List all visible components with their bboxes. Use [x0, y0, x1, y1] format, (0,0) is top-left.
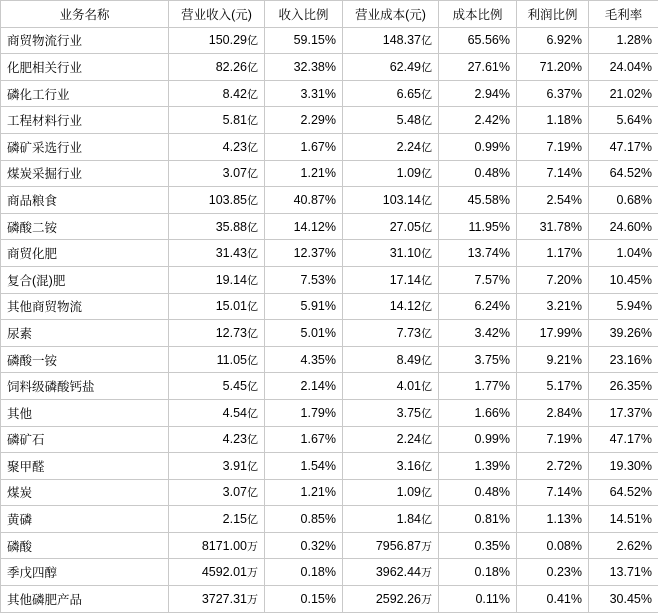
cell-gross-margin: 10.45% [589, 266, 658, 293]
cell-cost [343, 107, 439, 134]
cell-revenue-value: 82.26 [216, 60, 247, 74]
cell-cost-ratio: 2.94% [439, 80, 517, 107]
cell-revenue-unit: 亿 [247, 301, 258, 313]
table-row[interactable] [1, 27, 658, 54]
cell-profit-ratio: 0.08% [517, 532, 589, 559]
table-row[interactable] [1, 133, 658, 160]
cell-revenue-ratio: 1.21% [265, 479, 343, 506]
cell-revenue [169, 586, 265, 613]
cell-revenue-value: 4.54 [223, 406, 247, 420]
cell-revenue-value: 4.23 [223, 432, 247, 446]
cell-cost [343, 213, 439, 240]
cell-gross-margin: 5.64% [589, 107, 658, 134]
cell-cost [343, 532, 439, 559]
table-header [1, 1, 658, 28]
cell-cost-value: 17.14 [390, 273, 421, 287]
cell-cost-unit: 亿 [421, 328, 432, 340]
cell-profit-ratio: 5.17% [517, 373, 589, 400]
table-header-row [1, 1, 658, 28]
cell-gross-margin: 47.17% [589, 133, 658, 160]
cell-revenue-unit: 万 [247, 567, 258, 579]
cell-revenue [169, 399, 265, 426]
cell-business-name: 饲料级磷酸钙盐 [1, 373, 169, 400]
cell-revenue-ratio: 3.31% [265, 80, 343, 107]
column-header-gross-margin[interactable]: 毛利率 [589, 1, 658, 28]
cell-cost-unit: 亿 [421, 168, 432, 180]
cell-business-name: 煤炭 [1, 479, 169, 506]
cell-profit-ratio: 6.37% [517, 80, 589, 107]
cell-gross-margin: 24.04% [589, 54, 658, 81]
cell-business-name: 煤炭采掘行业 [1, 160, 169, 187]
cell-gross-margin: 47.17% [589, 426, 658, 453]
cell-revenue-ratio: 59.15% [265, 27, 343, 54]
cell-revenue-ratio: 0.32% [265, 532, 343, 559]
cell-revenue-unit: 亿 [247, 195, 258, 207]
cell-revenue-value: 35.88 [216, 220, 247, 234]
cell-cost-ratio: 27.61% [439, 54, 517, 81]
table-row[interactable] [1, 107, 658, 134]
cell-cost [343, 426, 439, 453]
cell-cost-unit: 亿 [421, 195, 432, 207]
cell-revenue-unit: 万 [247, 594, 258, 606]
cell-revenue-value: 4.23 [223, 140, 247, 154]
cell-revenue-unit: 亿 [247, 222, 258, 234]
cell-profit-ratio: 7.20% [517, 266, 589, 293]
cell-revenue-unit: 亿 [247, 381, 258, 393]
cell-business-name: 其他商贸物流 [1, 293, 169, 320]
cell-revenue-value: 3.91 [223, 459, 247, 473]
cell-cost-value: 31.10 [390, 246, 421, 260]
cell-cost-value: 4.01 [397, 379, 421, 393]
cell-business-name: 其他磷肥产品 [1, 586, 169, 613]
cell-gross-margin: 30.45% [589, 586, 658, 613]
cell-cost [343, 453, 439, 480]
cell-revenue-ratio: 0.85% [265, 506, 343, 533]
cell-revenue-unit: 亿 [247, 168, 258, 180]
cell-cost-ratio: 13.74% [439, 240, 517, 267]
cell-profit-ratio: 6.92% [517, 27, 589, 54]
cell-business-name: 黄磷 [1, 506, 169, 533]
cell-cost-ratio: 0.99% [439, 426, 517, 453]
cell-cost-ratio: 0.18% [439, 559, 517, 586]
cell-revenue-ratio: 14.12% [265, 213, 343, 240]
cell-cost-ratio: 1.77% [439, 373, 517, 400]
cell-cost-value: 3.75 [397, 406, 421, 420]
cell-cost-ratio: 1.66% [439, 399, 517, 426]
cell-revenue [169, 266, 265, 293]
cell-cost-value: 2.24 [397, 140, 421, 154]
table-row[interactable] [1, 293, 658, 320]
cell-revenue-ratio: 4.35% [265, 346, 343, 373]
column-header-cost[interactable]: 营业成本(元) [343, 1, 439, 28]
cell-profit-ratio: 1.13% [517, 506, 589, 533]
table-row[interactable] [1, 479, 658, 506]
cell-cost [343, 133, 439, 160]
cell-revenue [169, 160, 265, 187]
cell-revenue [169, 240, 265, 267]
cell-profit-ratio: 7.14% [517, 479, 589, 506]
cell-cost [343, 266, 439, 293]
cell-revenue-ratio: 1.67% [265, 426, 343, 453]
cell-cost-unit: 亿 [421, 381, 432, 393]
cell-revenue [169, 453, 265, 480]
cell-profit-ratio: 17.99% [517, 320, 589, 347]
cell-revenue-value: 8171.00 [202, 539, 247, 553]
cell-cost-unit: 亿 [421, 355, 432, 367]
cell-revenue-unit: 亿 [247, 89, 258, 101]
cell-gross-margin: 5.94% [589, 293, 658, 320]
cell-revenue-ratio: 1.67% [265, 133, 343, 160]
cell-revenue [169, 80, 265, 107]
cell-revenue-value: 11.05 [217, 353, 247, 367]
cell-cost-unit: 亿 [421, 115, 432, 127]
cell-revenue-value: 3.07 [223, 485, 247, 499]
table-row[interactable] [1, 506, 658, 533]
cell-revenue-unit: 亿 [247, 115, 258, 127]
cell-revenue-value: 5.45 [223, 379, 247, 393]
cell-cost-value: 7956.87 [376, 539, 421, 553]
cell-cost-value: 148.37 [383, 33, 421, 47]
cell-revenue-unit: 亿 [247, 408, 258, 420]
cell-gross-margin: 0.68% [589, 187, 658, 214]
cell-revenue-unit: 万 [247, 541, 258, 553]
cell-revenue [169, 426, 265, 453]
cell-business-name: 磷酸 [1, 532, 169, 559]
cell-revenue-ratio: 32.38% [265, 54, 343, 81]
cell-cost [343, 240, 439, 267]
cell-cost-ratio: 3.75% [439, 346, 517, 373]
table-row[interactable] [1, 187, 658, 214]
cell-cost [343, 160, 439, 187]
cell-cost-unit: 亿 [421, 35, 432, 47]
cell-cost [343, 187, 439, 214]
cell-cost-value: 8.49 [397, 353, 421, 367]
cell-revenue [169, 133, 265, 160]
cell-revenue-unit: 亿 [247, 328, 258, 340]
cell-revenue [169, 479, 265, 506]
cell-revenue-unit: 亿 [247, 275, 258, 287]
cell-revenue [169, 532, 265, 559]
table-row[interactable] [1, 586, 658, 613]
cell-revenue-ratio: 40.87% [265, 187, 343, 214]
cell-cost [343, 479, 439, 506]
cell-cost-ratio: 45.58% [439, 187, 517, 214]
cell-business-name: 尿素 [1, 320, 169, 347]
table-row[interactable] [1, 213, 658, 240]
cell-cost-unit: 亿 [421, 142, 432, 154]
cell-cost-ratio: 3.42% [439, 320, 517, 347]
cell-cost-ratio: 7.57% [439, 266, 517, 293]
cell-gross-margin: 13.71% [589, 559, 658, 586]
cell-cost-ratio: 0.99% [439, 133, 517, 160]
cell-business-name: 商品粮食 [1, 187, 169, 214]
cell-profit-ratio: 1.18% [517, 107, 589, 134]
column-header-profit-ratio[interactable]: 利润比例 [517, 1, 589, 28]
cell-profit-ratio: 7.19% [517, 426, 589, 453]
cell-cost-unit: 亿 [421, 248, 432, 260]
table-body [1, 27, 658, 612]
column-header-business-name[interactable]: 业务名称 [1, 1, 169, 28]
cell-business-name: 磷酸一铵 [1, 346, 169, 373]
cell-cost-unit: 亿 [421, 408, 432, 420]
cell-profit-ratio: 7.19% [517, 133, 589, 160]
cell-profit-ratio: 31.78% [517, 213, 589, 240]
column-header-cost-ratio[interactable]: 成本比例 [439, 1, 517, 28]
cell-revenue-ratio: 0.18% [265, 559, 343, 586]
cell-cost-unit: 亿 [421, 275, 432, 287]
cell-gross-margin: 19.30% [589, 453, 658, 480]
cell-revenue-unit: 亿 [247, 35, 258, 47]
cell-revenue [169, 27, 265, 54]
cell-cost [343, 293, 439, 320]
cell-revenue-unit: 亿 [247, 461, 258, 473]
cell-business-name: 复合(混)肥 [1, 266, 169, 293]
cell-cost-ratio: 65.56% [439, 27, 517, 54]
table-row[interactable] [1, 559, 658, 586]
cell-revenue-value: 2.15 [223, 512, 247, 526]
cell-profit-ratio: 2.72% [517, 453, 589, 480]
table-row[interactable] [1, 399, 658, 426]
cell-revenue-value: 5.81 [223, 113, 247, 127]
cell-cost-value: 1.09 [397, 166, 421, 180]
table-row[interactable] [1, 373, 658, 400]
cell-revenue-ratio: 1.21% [265, 160, 343, 187]
cell-revenue-ratio: 5.91% [265, 293, 343, 320]
cell-gross-margin: 14.51% [589, 506, 658, 533]
cell-business-name: 季戊四醇 [1, 559, 169, 586]
cell-business-name: 商贸物流行业 [1, 27, 169, 54]
cell-revenue-unit: 亿 [247, 142, 258, 154]
cell-cost-value: 5.48 [397, 113, 421, 127]
cell-revenue [169, 373, 265, 400]
cell-business-name: 磷矿采选行业 [1, 133, 169, 160]
cell-revenue-value: 150.29 [209, 33, 247, 47]
cell-revenue-value: 4592.01 [202, 565, 247, 579]
cell-profit-ratio: 7.14% [517, 160, 589, 187]
cell-gross-margin: 1.28% [589, 27, 658, 54]
cell-revenue [169, 213, 265, 240]
cell-revenue [169, 346, 265, 373]
cell-revenue-unit: 亿 [247, 487, 258, 499]
cell-gross-margin: 21.02% [589, 80, 658, 107]
cell-cost-ratio: 0.35% [439, 532, 517, 559]
cell-revenue-ratio: 1.79% [265, 399, 343, 426]
cell-cost-value: 2.24 [397, 432, 421, 446]
column-header-revenue[interactable]: 营业收入(元) [169, 1, 265, 28]
cell-cost [343, 559, 439, 586]
cell-cost-value: 14.12 [390, 299, 421, 313]
cell-revenue [169, 107, 265, 134]
cell-revenue-ratio: 7.53% [265, 266, 343, 293]
cell-revenue-unit: 亿 [247, 514, 258, 526]
cell-profit-ratio: 1.17% [517, 240, 589, 267]
cell-profit-ratio: 2.84% [517, 399, 589, 426]
cell-business-name: 磷矿石 [1, 426, 169, 453]
table-row[interactable] [1, 532, 658, 559]
cell-gross-margin: 1.04% [589, 240, 658, 267]
cell-cost-value: 6.65 [397, 87, 421, 101]
cell-gross-margin: 23.16% [589, 346, 658, 373]
table-row[interactable] [1, 54, 658, 81]
cell-gross-margin: 64.52% [589, 479, 658, 506]
cell-business-name: 工程材料行业 [1, 107, 169, 134]
cell-cost-value: 3.16 [397, 459, 421, 473]
cell-cost-value: 1.84 [397, 512, 421, 526]
cell-gross-margin: 64.52% [589, 160, 658, 187]
table-row[interactable] [1, 320, 658, 347]
cell-cost-unit: 万 [421, 594, 432, 606]
column-header-revenue-ratio[interactable]: 收入比例 [265, 1, 343, 28]
cell-gross-margin: 2.62% [589, 532, 658, 559]
cell-cost [343, 27, 439, 54]
cell-cost-unit: 亿 [421, 301, 432, 313]
table-row[interactable] [1, 426, 658, 453]
cell-revenue [169, 54, 265, 81]
cell-profit-ratio: 0.41% [517, 586, 589, 613]
cell-revenue-unit: 亿 [247, 62, 258, 74]
cell-revenue [169, 187, 265, 214]
cell-cost-value: 2592.26 [376, 592, 421, 606]
table-row[interactable] [1, 266, 658, 293]
cell-revenue-value: 19.14 [216, 273, 247, 287]
cell-revenue [169, 320, 265, 347]
cell-cost-value: 27.05 [390, 220, 421, 234]
cell-profit-ratio: 2.54% [517, 187, 589, 214]
cell-cost-value: 1.09 [397, 485, 421, 499]
cell-cost-ratio: 0.81% [439, 506, 517, 533]
cell-cost-unit: 亿 [421, 487, 432, 499]
cell-cost [343, 506, 439, 533]
cell-business-name: 聚甲醛 [1, 453, 169, 480]
cell-revenue-ratio: 12.37% [265, 240, 343, 267]
cell-cost-value: 103.14 [383, 193, 421, 207]
cell-cost-ratio: 0.48% [439, 479, 517, 506]
cell-revenue-value: 3.07 [223, 166, 247, 180]
cell-revenue-ratio: 1.54% [265, 453, 343, 480]
cell-profit-ratio: 3.21% [517, 293, 589, 320]
cell-cost-unit: 亿 [421, 461, 432, 473]
cell-revenue-ratio: 5.01% [265, 320, 343, 347]
cell-gross-margin: 39.26% [589, 320, 658, 347]
cell-revenue-unit: 亿 [247, 434, 258, 446]
table-row[interactable] [1, 160, 658, 187]
cell-cost [343, 54, 439, 81]
cell-cost-unit: 亿 [421, 434, 432, 446]
cell-business-name: 其他 [1, 399, 169, 426]
cell-profit-ratio: 0.23% [517, 559, 589, 586]
cell-cost [343, 320, 439, 347]
table-row[interactable] [1, 240, 658, 267]
table-row[interactable] [1, 80, 658, 107]
cell-revenue [169, 293, 265, 320]
cell-gross-margin: 17.37% [589, 399, 658, 426]
cell-cost-value: 7.73 [397, 326, 421, 340]
cell-revenue-value: 8.42 [223, 87, 247, 101]
cell-revenue-value: 31.43 [216, 246, 247, 260]
cell-revenue-value: 3727.31 [202, 592, 247, 606]
cell-cost-ratio: 0.48% [439, 160, 517, 187]
cell-business-name: 化肥相关行业 [1, 54, 169, 81]
cell-revenue [169, 506, 265, 533]
cell-revenue-unit: 亿 [247, 248, 258, 260]
cell-revenue-ratio: 2.29% [265, 107, 343, 134]
cell-revenue-value: 15.01 [216, 299, 247, 313]
cell-profit-ratio: 9.21% [517, 346, 589, 373]
cell-revenue-unit: 亿 [247, 355, 258, 367]
cell-cost-unit: 亿 [421, 222, 432, 234]
cell-gross-margin: 24.60% [589, 213, 658, 240]
cell-cost-ratio: 6.24% [439, 293, 517, 320]
cell-cost [343, 399, 439, 426]
cell-cost-ratio: 1.39% [439, 453, 517, 480]
cell-revenue-ratio: 0.15% [265, 586, 343, 613]
cell-gross-margin: 26.35% [589, 373, 658, 400]
cell-cost-ratio: 11.95% [439, 213, 517, 240]
cell-cost-unit: 万 [421, 567, 432, 579]
cell-cost [343, 346, 439, 373]
cell-business-name: 磷酸二铵 [1, 213, 169, 240]
cell-cost-unit: 万 [421, 541, 432, 553]
cell-revenue-value: 103.85 [209, 193, 247, 207]
cell-cost-ratio: 2.42% [439, 107, 517, 134]
cell-cost-unit: 亿 [421, 89, 432, 101]
table-row[interactable] [1, 453, 658, 480]
table-row[interactable] [1, 346, 658, 373]
cell-revenue [169, 559, 265, 586]
cell-cost [343, 586, 439, 613]
cell-cost [343, 80, 439, 107]
cell-business-name: 磷化工行业 [1, 80, 169, 107]
cell-revenue-ratio: 2.14% [265, 373, 343, 400]
cell-cost-unit: 亿 [421, 514, 432, 526]
cell-cost [343, 373, 439, 400]
cell-business-name: 商贸化肥 [1, 240, 169, 267]
cell-cost-ratio: 0.11% [439, 586, 517, 613]
cell-cost-value: 62.49 [390, 60, 421, 74]
cell-cost-unit: 亿 [421, 62, 432, 74]
cell-cost-value: 3962.44 [376, 565, 421, 579]
cell-profit-ratio: 71.20% [517, 54, 589, 81]
cell-revenue-value: 12.73 [216, 326, 247, 340]
